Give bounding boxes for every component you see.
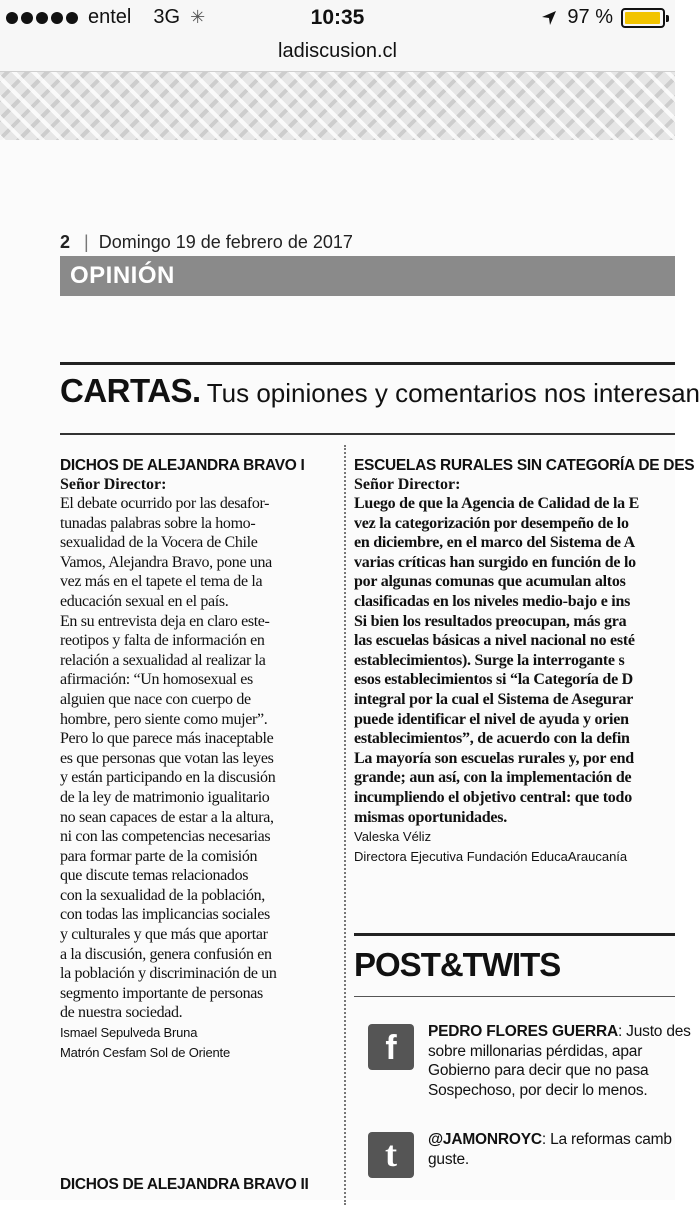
letter-body-line: establecimientos). Surge la interrogante s — [354, 651, 625, 669]
letter-title: ESCUELAS RURALES SIN CATEGORÍA DE DES — [354, 457, 695, 474]
letter-title: DICHOS DE ALEJANDRA BRAVO II — [60, 1176, 309, 1193]
letter-body-line: vez la categorización por desempeño de lo — [354, 514, 629, 532]
letter-body-line: Pero lo que parece más inaceptable — [60, 730, 274, 748]
url-domain: ladiscusion.cl — [278, 40, 397, 62]
cartas-title: CARTAS. — [60, 372, 201, 409]
letter-body-line: La mayoría son escuelas rurales y, por end — [354, 749, 634, 767]
letter-body-line: El debate ocurrido por las desafor- — [60, 495, 270, 512]
letter-body-line: con la sexualidad de la población, — [60, 886, 265, 904]
letter-body-line: es que personas que votan las leyes — [60, 749, 274, 767]
divider — [354, 933, 675, 936]
post-twits-title: POST&TWITS — [354, 946, 561, 983]
letter-body-line: mismas oportunidades. — [354, 808, 507, 826]
letter-body-line: vez más en el tapete el tema de la — [60, 573, 263, 591]
post-text-line: sobre millonarias pérdidas, apar — [428, 1042, 643, 1060]
letter-body-line: hombre, pero siente como mujer”. — [60, 710, 268, 728]
letter-body-line: esos establecimientos si “la Categoría de D — [354, 671, 633, 689]
letter-body-line: a la discusión, genera confusión en — [60, 945, 272, 963]
letter-body-line: y culturales y que más que aportar — [60, 926, 268, 944]
letter-body-line: afirmación: “Un homosexual es — [60, 671, 253, 689]
letter-body-line: educación sexual en el país. — [60, 592, 229, 610]
page-header: 2 | Domingo 19 de febrero de 2017 — [60, 232, 353, 252]
letter-body-line: alguien que nace con cuerpo de — [60, 690, 251, 708]
letter-body-line: que discute temas relacionados — [60, 867, 249, 885]
post-text-line: guste. — [428, 1150, 470, 1168]
post-author[interactable]: @JAMONROYC — [428, 1131, 542, 1148]
letter-right — [354, 456, 695, 867]
letter-signature-role: Matrón Cesfam Sol de Oriente — [60, 1045, 230, 1061]
status-right — [541, 6, 665, 29]
post-text — [428, 1130, 688, 1169]
letter-body-line: integral por la cual el Sistema de Asegurar — [354, 690, 634, 708]
status-bar — [0, 0, 675, 38]
battery-icon — [621, 8, 665, 28]
activity-spinner-icon: ✳ — [190, 7, 206, 27]
column-divider — [344, 445, 346, 1205]
url-bar[interactable] — [0, 38, 675, 72]
status-time: 10:35 — [310, 6, 365, 29]
section-banner — [60, 256, 675, 296]
divider — [60, 362, 675, 365]
letter-body — [354, 494, 675, 827]
letter-body-line: no sean capaces de estar a la altura, — [60, 808, 274, 826]
letter-signature-name: Ismael Sepulveda Bruna — [60, 1025, 198, 1041]
letter-signature-role: Directora Ejecutiva Fundación EducaAraucanía — [354, 849, 628, 865]
twitter-icon: t — [368, 1132, 414, 1178]
letter-body-line: tunadas palabras sobre la homo- — [60, 514, 256, 532]
letter-body-line: reotipos y falta de información en — [60, 632, 265, 650]
post-first-line — [428, 1130, 688, 1150]
post-text-line: : Justo des — [617, 1023, 691, 1040]
letter-body-line: grande; aun así, con la implementación de — [354, 769, 632, 787]
letter-body-line: En su entrevista deja en claro este- — [60, 612, 270, 630]
letter-body-line: y están participando en la discusión — [60, 769, 276, 787]
letter-salutation: Señor Director: — [60, 476, 167, 493]
letter-body-line: puede identificar el nivel de ayuda y orien — [354, 710, 629, 728]
network-type: 3G — [153, 6, 181, 28]
letter-body — [60, 494, 328, 1023]
post-text — [428, 1022, 691, 1100]
post-author[interactable]: PEDRO FLORES GUERRA — [428, 1023, 618, 1040]
cartas-subtitle: Tus opiniones y comentarios nos interesan — [206, 378, 700, 408]
letter-title: DICHOS DE ALEJANDRA BRAVO I — [60, 457, 305, 474]
page-date: Domingo 19 de febrero de 2017 — [98, 232, 353, 252]
letter-body-line: incumpliendo el objetivo central: que todo — [354, 788, 632, 806]
letter-body-line: para formar parte de la comisión — [60, 847, 258, 865]
letter-body-line: la población y discriminación de un — [60, 965, 277, 983]
letter-body-line: establecimientos”, de acuerdo con la defin — [354, 730, 630, 748]
facebook-icon: f — [368, 1024, 414, 1070]
letter-salutation: Señor Director: — [354, 476, 461, 493]
page-number: 2 — [60, 232, 71, 252]
letter-body-line: relación a sexualidad al realizar la — [60, 651, 266, 669]
post-first-line — [428, 1022, 691, 1042]
carrier-name: entel — [88, 6, 132, 28]
letter-body-line: con todas las implicancias sociales — [60, 906, 270, 924]
letter-body-line: clasificadas en los niveles medio-bajo e ins — [354, 592, 631, 610]
letter-body-line: Luego de que la Agencia de Calidad de la E — [354, 495, 640, 512]
letter-body-line: en diciembre, en el marco del Sistema de A — [354, 534, 635, 552]
post-text-line: Gobierno para decir que no pasa — [428, 1062, 649, 1079]
battery-percent: 97 % — [567, 6, 613, 28]
page-header-pattern — [0, 72, 675, 140]
letter-body-line: las escuelas básicas a nivel nacional no esté — [354, 632, 635, 650]
battery-level — [625, 12, 660, 24]
letter-body-line: Si bien los resultados preocupan, más gra — [354, 612, 627, 630]
divider — [60, 433, 675, 435]
letter-left — [60, 456, 328, 1063]
letter-body-line: por algunas comunas que acumulan altos — [354, 573, 626, 591]
section-title: OPINIÓN — [70, 262, 175, 289]
letter-body-line: sexualidad de la Vocera de Chile — [60, 534, 258, 552]
letter-body-line: ni con las competencias necesarias — [60, 828, 271, 846]
location-arrow-icon — [541, 10, 557, 26]
post-text-line: Sospechoso, por decir lo menos. — [428, 1081, 648, 1099]
letter-body-line: de la ley de matrimonio igualitario — [60, 788, 270, 806]
letter-body-line: segmento importante de personas — [60, 984, 263, 1002]
post-text-line: : La reformas camb — [541, 1131, 672, 1148]
newspaper-page — [0, 140, 700, 1200]
divider — [354, 996, 675, 997]
cartas-heading — [60, 372, 700, 410]
letter-body-line: de nuestra sociedad. — [60, 1004, 183, 1022]
letter-body-line: varias críticas han surgido en función de lo — [354, 553, 636, 571]
letter-signature-name: Valeska Véliz — [354, 829, 432, 845]
letter-body-line: Vamos, Alejandra Bravo, pone una — [60, 553, 272, 571]
